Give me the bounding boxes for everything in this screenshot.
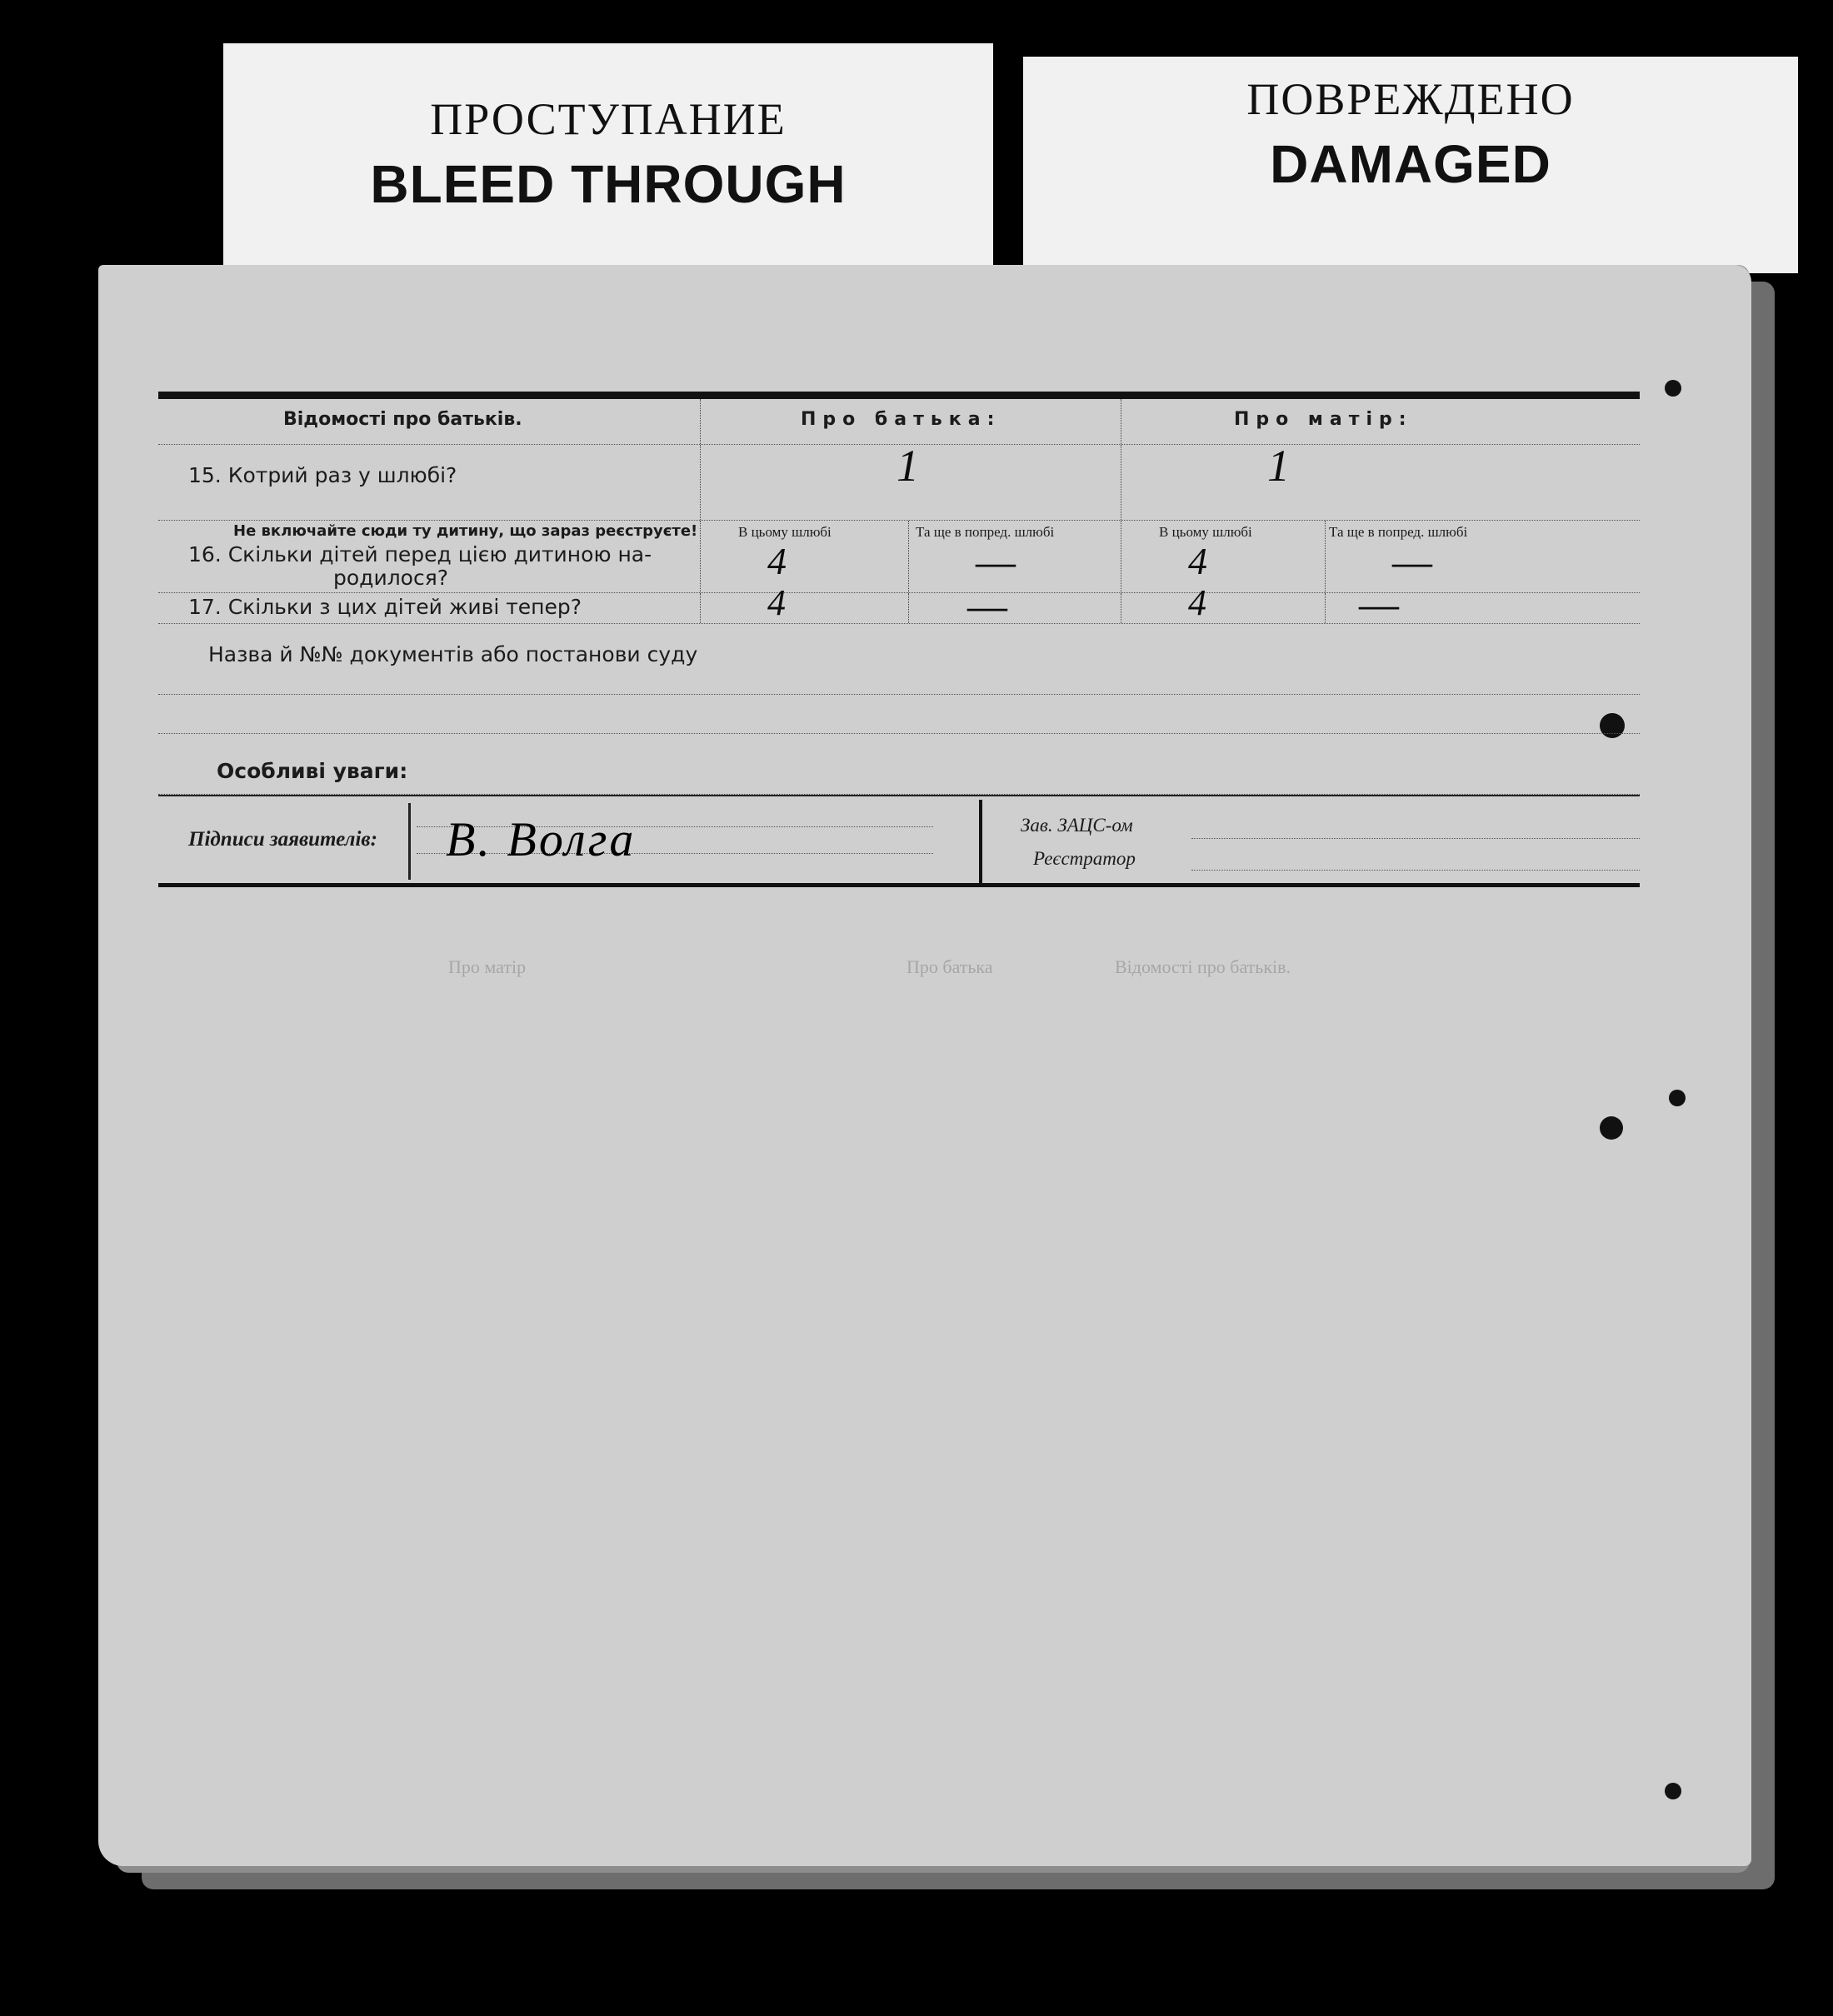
question-17: 17. Скільки з цих дітей живі тепер? — [188, 595, 582, 619]
mother-children-prev: — — [1392, 536, 1433, 586]
mother-col-this-marriage: В цьому шлюбі — [1159, 524, 1252, 540]
father-children-this: 4 — [767, 540, 787, 582]
question-16-line1: 16. Скільки дітей перед цією дитиною на- — [188, 542, 652, 566]
binding-hole — [1665, 1783, 1681, 1799]
bleed-through-text: Про батька — [907, 956, 993, 977]
bleed-through-label — [223, 43, 993, 268]
signatures-label: Підписи заявителів: — [188, 828, 377, 851]
mother-alive-this: 4 — [1188, 582, 1206, 623]
registrar-line — [1191, 838, 1640, 839]
signatures-row — [158, 795, 1640, 883]
question-15: 15. Котрий раз у шлюбі? — [188, 463, 457, 487]
documents-line-2 — [158, 695, 1640, 734]
question-15-row — [158, 441, 1640, 521]
header-mother: Про матір: — [1234, 409, 1413, 430]
damaged-label — [1023, 57, 1798, 273]
question-17-row — [158, 579, 1640, 631]
registrar-label: Реєстратор — [1033, 848, 1136, 869]
mother-col-prev-marriage: Та ще в попред. шлюбі — [1329, 524, 1468, 540]
father-alive-prev: — — [967, 581, 1008, 631]
damaged-label-en: DAMAGED — [1270, 134, 1551, 194]
head-of-registry-label: Зав. ЗАЦС-ом — [1021, 815, 1133, 836]
document-page — [98, 265, 1751, 1866]
bleed-through-label-en: BLEED THROUGH — [370, 154, 847, 214]
father-children-prev: — — [976, 536, 1016, 586]
bleed-through-text: Відомості про батьків. — [1115, 956, 1291, 977]
top-rule — [158, 392, 1640, 399]
mother-children-this: 4 — [1188, 540, 1207, 582]
mother-times-married: 1 — [1267, 441, 1290, 491]
binding-hole — [1600, 1116, 1623, 1140]
parents-info-form — [158, 392, 1640, 887]
notes-row — [158, 734, 1640, 795]
father-col-prev-marriage: Та ще в попред. шлюбі — [916, 524, 1055, 540]
registrar-line — [1191, 870, 1640, 871]
father-times-married: 1 — [897, 441, 919, 491]
signature-bracket-right — [979, 800, 982, 883]
notes-label: Особливі уваги: — [217, 759, 408, 783]
applicant-signature: В. Волга — [446, 812, 637, 866]
father-alive-this: 4 — [767, 582, 786, 623]
signature-bracket-left — [408, 803, 411, 880]
documents-label: Назва й №№ документів або постанови суду — [208, 642, 698, 666]
question-16-note: Не включайте сюди ту дитину, що зараз реєструєте! — [233, 522, 698, 540]
header-row — [158, 399, 1640, 445]
header-info: Відомості про батьків. — [283, 409, 522, 430]
question-16-row — [158, 521, 1640, 593]
documents-row — [158, 624, 1640, 695]
bleed-through-label-ru: ПРОСТУПАНИЕ — [430, 94, 787, 144]
bottom-rule — [158, 883, 1640, 887]
binding-hole — [1665, 380, 1681, 397]
bleed-through-text: Про матір — [448, 956, 527, 977]
mother-alive-prev: — — [1359, 579, 1400, 629]
father-col-this-marriage: В цьому шлюбі — [738, 524, 832, 540]
header-father: Про батька: — [801, 409, 1001, 430]
question-16-line2: родилося? — [333, 566, 449, 590]
damaged-label-ru: ПОВРЕЖДЕНО — [1246, 74, 1575, 124]
binding-hole — [1669, 1090, 1686, 1106]
